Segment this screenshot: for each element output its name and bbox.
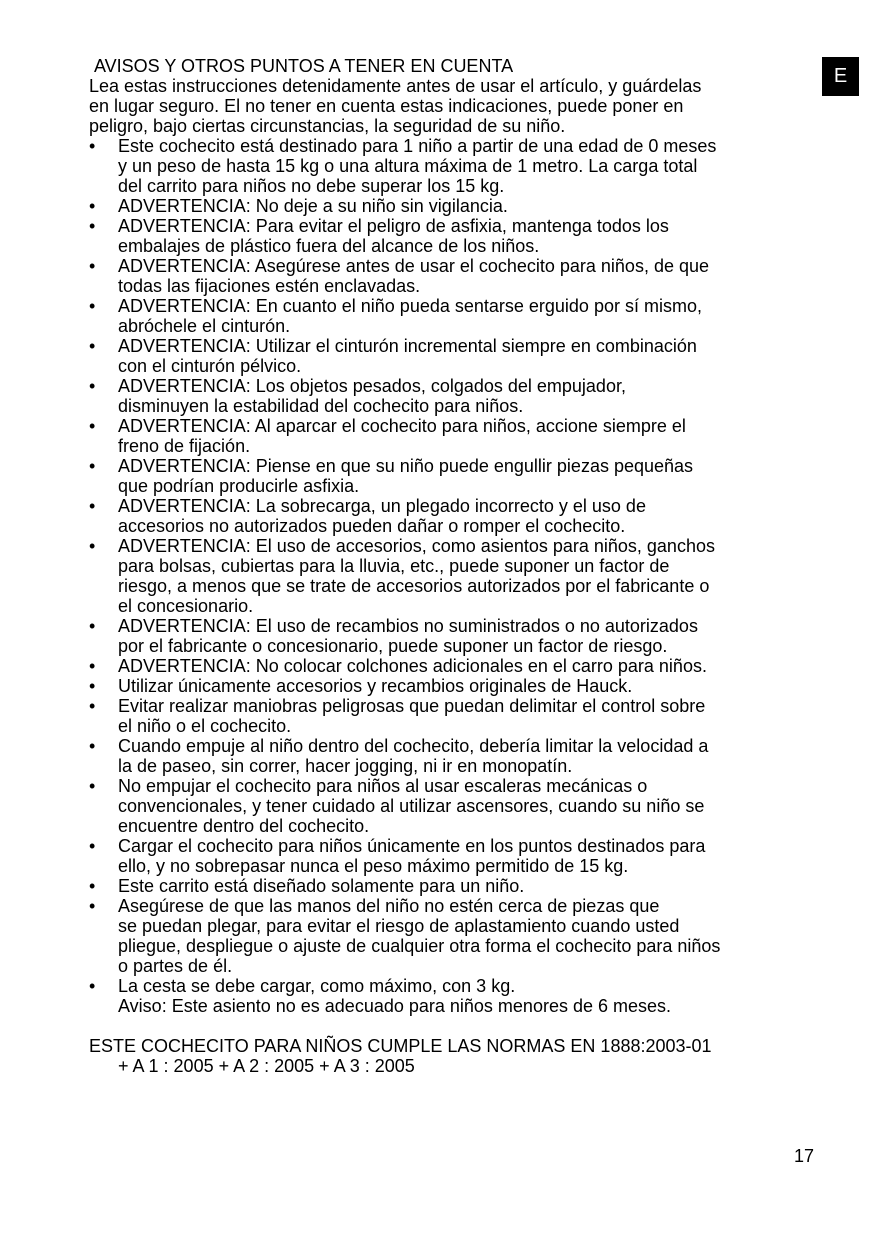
list-item-line: el concesionario.: [118, 596, 254, 616]
intro-line: peligro, bajo ciertas circunstancias, la seguridad de su niño.: [89, 116, 566, 136]
intro-line: Lea estas instrucciones detenidamente antes de usar el artículo, y guárdelas: [89, 76, 702, 96]
list-item-line: accesorios no autorizados pueden dañar o romper el cochecito.: [118, 516, 626, 536]
list-item-line: ADVERTENCIA: El uso de recambios no suministrados o no autorizados: [118, 616, 698, 636]
bullet-icon: •: [89, 296, 96, 316]
page-content: [89, 56, 821, 1076]
list-item-line: disminuyen la estabilidad del cochecito para niños.: [118, 396, 524, 416]
bullet-icon: •: [89, 676, 96, 696]
list-item-line: ADVERTENCIA: Utilizar el cinturón incremental siempre en combinación: [118, 336, 697, 356]
norms-line: + A 1 : 2005 + A 2 : 2005 + A 3 : 2005: [118, 1056, 415, 1076]
list-item: [89, 136, 821, 196]
list-item-line: Evitar realizar maniobras peligrosas que puedan delimitar el control sobre: [118, 696, 706, 716]
page-number: 17: [794, 1146, 815, 1166]
list-item-line: se puedan plegar, para evitar el riesgo de aplastamiento cuando usted: [118, 916, 680, 936]
list-item-line: todas las fijaciones estén enclavadas.: [118, 276, 421, 296]
language-tab: E: [822, 57, 859, 96]
list-item-line: Este cochecito está destinado para 1 niño a partir de una edad de 0 meses: [118, 136, 717, 156]
list-item-line: Cargar el cochecito para niños únicamente en los puntos destinados para: [118, 836, 706, 856]
list-item-line: ADVERTENCIA: La sobrecarga, un plegado incorrecto y el uso de: [118, 496, 646, 516]
list-item: [89, 836, 821, 876]
list-item-line: No empujar el cochecito para niños al usar escaleras mecánicas o: [118, 776, 648, 796]
list-item: [89, 696, 821, 736]
bullet-icon: •: [89, 136, 96, 156]
warnings-list: [89, 136, 821, 1016]
list-item-line: abróchele el cinturón.: [118, 316, 291, 336]
list-item-line: y un peso de hasta 15 kg o una altura máxima de 1 metro. La carga total: [118, 156, 698, 176]
bullet-icon: •: [89, 496, 96, 516]
list-item-line: del carrito para niños no debe superar los 15 kg.: [118, 176, 505, 196]
list-item: [89, 376, 821, 416]
intro-paragraph: [89, 76, 821, 136]
bullet-icon: •: [89, 896, 96, 916]
list-item: [89, 616, 821, 656]
list-item-line: ADVERTENCIA: El uso de accesorios, como asientos para niños, ganchos: [118, 536, 715, 556]
list-item-line: ADVERTENCIA: Piense en que su niño puede engullir piezas pequeñas: [118, 456, 694, 476]
bullet-icon: •: [89, 456, 96, 476]
list-item-line: ADVERTENCIA: Los objetos pesados, colgados del empujador,: [118, 376, 626, 396]
list-item-line: Cuando empuje al niño dentro del cochecito, debería limitar la velocidad a: [118, 736, 709, 756]
list-item-line: ADVERTENCIA: Al aparcar el cochecito para niños, accione siempre el: [118, 416, 686, 436]
list-item-line: por el fabricante o concesionario, puede suponer un factor de riesgo.: [118, 636, 668, 656]
list-item-line: Utilizar únicamente accesorios y recambios originales de Hauck.: [118, 676, 633, 696]
list-item: [89, 536, 821, 616]
bullet-icon: •: [89, 876, 96, 896]
list-item-line: para bolsas, cubiertas para la lluvia, etc., puede suponer un factor de: [118, 556, 670, 576]
list-item-line: Asegúrese de que las manos del niño no estén cerca de piezas que: [118, 896, 660, 916]
list-item: [89, 896, 821, 976]
bullet-icon: •: [89, 656, 96, 676]
list-item-line: La cesta se debe cargar, como máximo, con 3 kg.: [118, 976, 516, 996]
bullet-icon: •: [89, 776, 96, 796]
list-item-line: ello, y no sobrepasar nunca el peso máximo permitido de 15 kg.: [118, 856, 629, 876]
list-item-line: Este carrito está diseñado solamente para un niño.: [118, 876, 525, 896]
bullet-icon: •: [89, 416, 96, 436]
list-item: [89, 876, 821, 896]
list-item-line: freno de fijación.: [118, 436, 251, 456]
list-item-line: pliegue, despliegue o ajuste de cualquier otra forma el cochecito para niños: [118, 936, 721, 956]
list-item: [89, 196, 821, 216]
list-item: [89, 676, 821, 696]
bullet-icon: •: [89, 696, 96, 716]
list-item-line: el niño o el cochecito.: [118, 716, 292, 736]
bullet-icon: •: [89, 256, 96, 276]
list-item: [89, 296, 821, 336]
list-item-line: convencionales, y tener cuidado al utilizar ascensores, cuando su niño se: [118, 796, 705, 816]
list-item: [89, 256, 821, 296]
bullet-icon: •: [89, 616, 96, 636]
list-item-line: que podrían producirle asfixia.: [118, 476, 360, 496]
list-item: [89, 336, 821, 376]
list-item-line: o partes de él.: [118, 956, 233, 976]
list-item: [89, 496, 821, 536]
list-item: [89, 656, 821, 676]
list-item: [89, 776, 821, 836]
bullet-icon: •: [89, 196, 96, 216]
list-item-line: Aviso: Este asiento no es adecuado para niños menores de 6 meses.: [118, 996, 672, 1016]
bullet-icon: •: [89, 336, 96, 356]
list-item: [89, 736, 821, 776]
norms-line: ESTE COCHECITO PARA NIÑOS CUMPLE LAS NORMAS EN 1888:2003-01: [89, 1036, 712, 1056]
bullet-icon: •: [89, 216, 96, 236]
list-item: [89, 416, 821, 456]
list-item-line: riesgo, a menos que se trate de accesorios autorizados por el fabricante o: [118, 576, 710, 596]
intro-line: en lugar seguro. El no tener en cuenta estas indicaciones, puede poner en: [89, 96, 684, 116]
list-item-line: la de paseo, sin correr, hacer jogging, ni ir en monopatín.: [118, 756, 573, 776]
list-item-line: ADVERTENCIA: En cuanto el niño pueda sentarse erguido por sí mismo,: [118, 296, 702, 316]
list-item-line: ADVERTENCIA: No deje a su niño sin vigilancia.: [118, 196, 508, 216]
list-item-line: embalajes de plástico fuera del alcance de los niños.: [118, 236, 540, 256]
list-item: [89, 976, 821, 1016]
list-item-line: con el cinturón pélvico.: [118, 356, 302, 376]
bullet-icon: •: [89, 976, 96, 996]
list-item-line: encuentre dentro del cochecito.: [118, 816, 370, 836]
list-item-line: ADVERTENCIA: Asegúrese antes de usar el cochecito para niños, de que: [118, 256, 710, 276]
bullet-icon: •: [89, 376, 96, 396]
norms-statement: [89, 1036, 821, 1076]
bullet-icon: •: [89, 736, 96, 756]
list-item-line: ADVERTENCIA: No colocar colchones adicionales en el carro para niños.: [118, 656, 707, 676]
list-item-line: ADVERTENCIA: Para evitar el peligro de asfixia, mantenga todos los: [118, 216, 669, 236]
bullet-icon: •: [89, 836, 96, 856]
section-heading: AVISOS Y OTROS PUNTOS A TENER EN CUENTA: [94, 56, 514, 76]
list-item: [89, 456, 821, 496]
list-item: [89, 216, 821, 256]
bullet-icon: •: [89, 536, 96, 556]
